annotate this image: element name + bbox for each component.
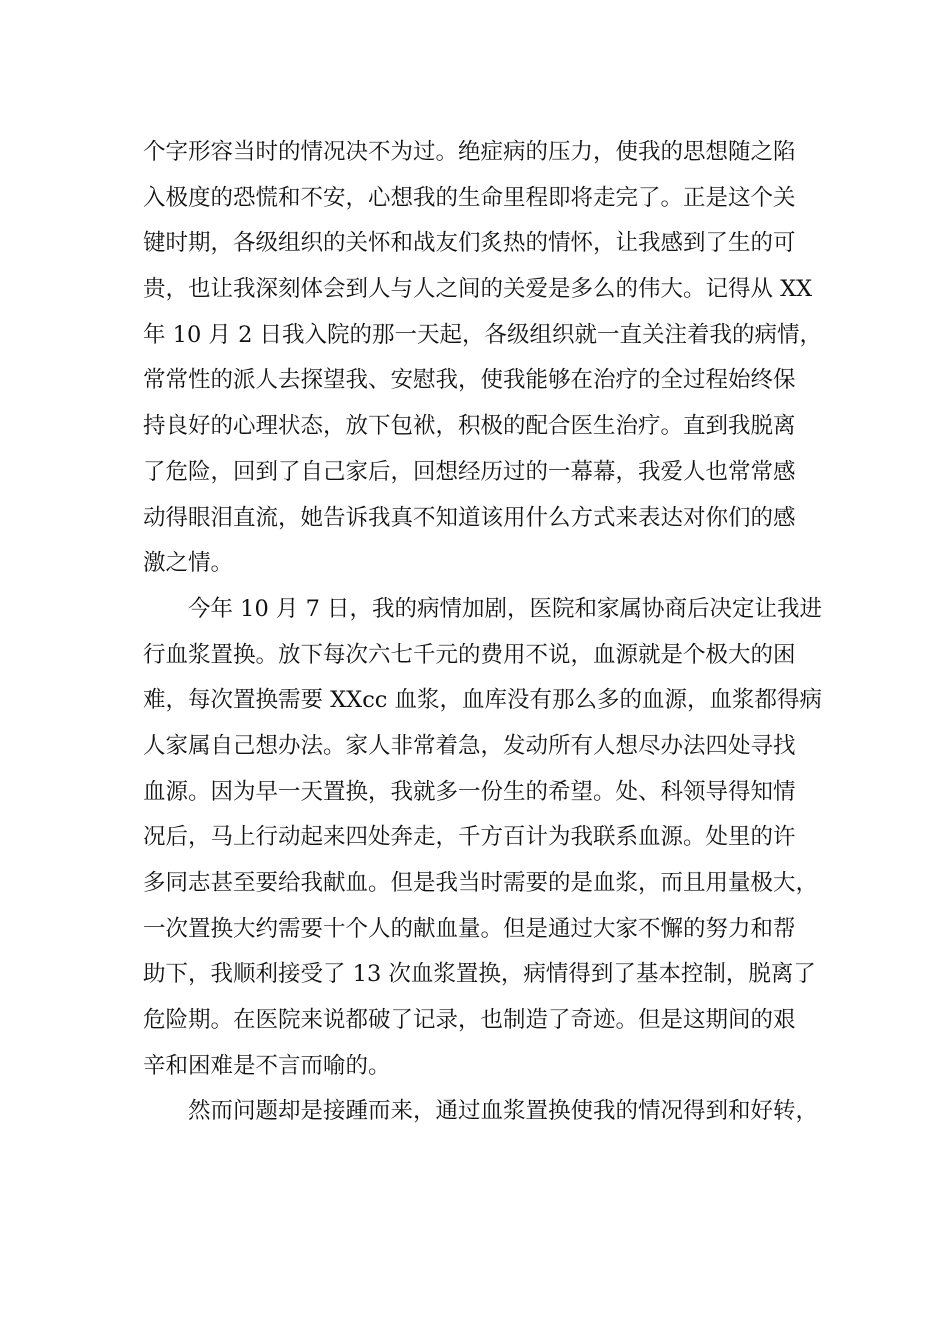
paragraph-2-line-4: 人家属自己想办法。家人非常着急，发动所有人想尽办法四处寻找 bbox=[143, 732, 796, 759]
paragraph-2-line-5: 血源。因为早一天置换，我就多一份生的希望。处、科领导得知情 bbox=[143, 778, 796, 805]
paragraph-1-line-8: 了危险，回到了自己家后，回想经历过的一幕幕，我爱人也常常感 bbox=[143, 458, 796, 485]
document-body bbox=[143, 130, 823, 1135]
paragraph-1-line-4: 贵，也让我深刻体会到人与人之间的关爱是多么的伟大。记得从 XX bbox=[143, 276, 813, 303]
paragraph-1-line-1: 个字形容当时的情况决不为过。绝症病的压力，使我的思想随之陷 bbox=[143, 139, 796, 165]
paragraph-3-line-1: 然而问题却是接踵而来，通过血浆置换使我的情况得到和好转， bbox=[188, 1098, 819, 1125]
paragraph-2-line-6: 况后，马上行动起来四处奔走，千方百计为我联系血源。处里的许 bbox=[143, 824, 796, 851]
paragraph-2-line-7: 多同志甚至要给我献血。但是我当时需要的是血浆，而且用量极大， bbox=[143, 870, 819, 896]
paragraph-1-line-2: 入极度的恐慌和不安，心想我的生命里程即将走完了。正是这个关 bbox=[143, 184, 796, 211]
paragraph-1-line-6: 常常性的派人去探望我、安慰我，使我能够在治疗的全过程始终保 bbox=[143, 367, 796, 394]
paragraph-2-line-1: 今年 10 月 7 日，我的病情加剧，医院和家属协商后决定让我进 bbox=[188, 595, 823, 622]
paragraph-1-line-7: 持良好的心理状态，放下包袱，积极的配合医生治疗。直到我脱离 bbox=[143, 413, 796, 440]
paragraph-2-line-8: 一次置换大约需要十个人的献血量。但是通过大家不懈的努力和帮 bbox=[143, 915, 796, 942]
paragraph-2-line-3: 难，每次置换需要 XXcc 血浆，血库没有那么多的血源，血浆都得病 bbox=[143, 687, 823, 714]
paragraph-1-line-3: 键时期，各级组织的关怀和战友们炙热的情怀，让我感到了生的可 bbox=[143, 230, 796, 257]
paragraph-1-line-10: 激之情。 bbox=[143, 550, 234, 577]
paragraph-1-line-9: 动得眼泪直流，她告诉我真不知道该用什么方式来表达对你们的感 bbox=[143, 504, 796, 531]
paragraph-2-line-9: 助下，我顺利接受了 13 次血浆置换，病情得到了基本控制，脱离了 bbox=[143, 961, 816, 988]
paragraph-2-line-2: 行血浆置换。放下每次六七千元的费用不说，血源就是个极大的困 bbox=[143, 641, 796, 668]
paragraph-2-line-10: 危险期。在医院来说都破了记录，也制造了奇迹。但是这期间的艰 bbox=[143, 1007, 796, 1034]
paragraph-2-line-11: 辛和困难是不言而喻的。 bbox=[143, 1052, 391, 1079]
paragraph-1-line-5: 年 10 月 2 日我入院的那一天起，各级组织就一直关注着我的病情， bbox=[143, 321, 823, 348]
